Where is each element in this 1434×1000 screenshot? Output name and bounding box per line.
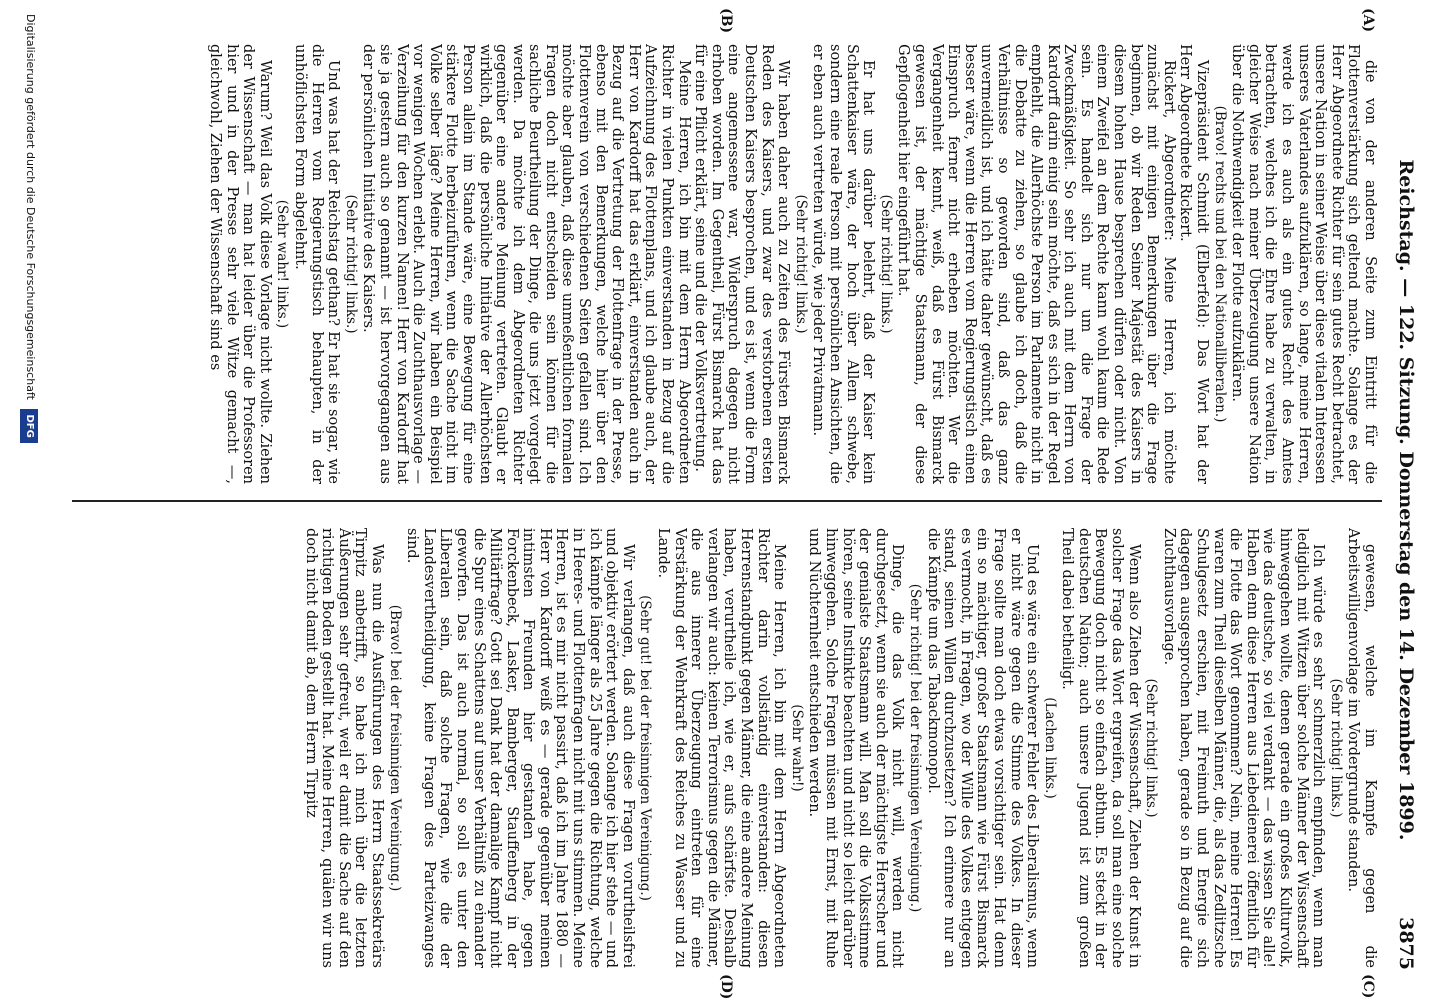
interjection: (Sehr richtig! links.) (792, 194, 809, 334)
interjection: (Lachen links.) (1041, 697, 1058, 799)
text-column-left (78, 44, 1378, 484)
interjection: (Sehr richtig! links.) (342, 194, 359, 334)
margin-marker-d: (D) (718, 974, 734, 1000)
margin-marker-c: (C) (1360, 974, 1376, 999)
paragraph: die von der anderen Seite zum Eintritt für die Flottenverstärkung sich geltend machte. Solange es der Herr Abgeordnete Richter für sein gutes Recht betrachtet, unsere Nation in seiner Weise über diese vitalen Interessen unseres Vaterlandes aufzuklären, so lange, meine Herren, werde ich es auch als ein gutes Recht des Amtes betrachten, welches ich die Ehre habe zu verwalten, in gleicher Weise nach meiner Überzeugung unsere Nation über die Nothwendigkeit der Flotte aufzuklären. (1229, 44, 1378, 484)
interjection: (Sehr richtig! links.) (1327, 678, 1344, 818)
paragraph: Meine Herren, ich bin mit dem Herrn Abgeordneten Richter darin vollständig einverstanden: diesen Herrenstandpunkt gegen Männer, die eine andere Meinung haben, verurtheile ich, wie er, aufs schärfste. Deshalb verlangen wir auch: keinen Terrorismus gegen die Männer, die aus innerer Überzeugung eintreten für eine Verstärkung der Wehrkraft des Reiches zu Wasser und zu Lande. (655, 528, 788, 968)
running-header: Reichstag. — 122. Sitzung. Donnerstag den 14. Dezember 1899. (1395, 159, 1417, 841)
interjection: (Sehr richtig! links.) (1143, 678, 1160, 818)
dfg-logo: DFG (20, 409, 38, 442)
paragraph: Ich würde es sehr schmerzlich empfinden, wenn man lediglich mit Witzen über solche Männer der Wissenschaft hinweggehen wollte, denen gerade ein großes Kulturvolk, wie das deutsche, so viel verdankt — das wissen Sie alle! Haben denn diese Herren aus Liebedienerei öffentlich für die Flotte das Wort genommen? Nein, meine Herren! Es waren zum Theil dieselben Männer, die, als das Zedlitzsche Schulgesetz erschien, mit Freimuth und Energie sich dagegen ausgesprochen haben, gerade so in Bezug auf die Zuchthausvorlage. (1160, 528, 1327, 968)
digitization-credit (16, 0, 44, 1000)
interjection: (Sehr wahr!) (788, 704, 805, 792)
interjection: (Sehr gut! bei der freisinnigen Vereinigung.) (637, 595, 654, 901)
paragraph: Wir verlangen, daß auch diese Fragen vorurtheilsfrei und objektiv erörtert werden. Solange ich hier stehe — und ich kämpfe länger als 25 Jahre gegen die Richtung, welche in Heeres- und Flottenfragen nicht mit uns stimmen. Meine Herren, ist es mir nicht passirt, daß ich im Jahre 1880 — Herr von Kardorff weiß es — gerade gegenüber meinen intimsten Freunden hier gestanden habe, gegen Forckenbeck, Lasker, Bamberger, Stauffenberg in der Militärfrage? Gott sei Dank hat der damalige Kampf nicht die Spur eines Schattens auf unser Verhältniß zu einander geworfen. Das ist auch normal, so soll es unter den Liberalen sein, daß solche Fragen, wie die der Landesvertheidigung, keine Fragen des Parteizwanges sind. (404, 528, 636, 968)
paragraph: Dinge, die das Volk nicht will, werden nicht durchgesetzt, wenn sie auch der mächtigste Herrscher und der genialste Staatsmann will. Man soll die Volksstimme hören, seine Instinkte beachten und nicht so leicht darüber hinweggehen. Solche Fragen müssen mit Ernst, mit Ruhe und Nüchternheit entschieden werden. (806, 528, 906, 968)
interjection: (Sehr richtig! bei der freisinnigen Vereinigung.) (906, 583, 923, 913)
paragraph: Meine Herren, ich bin mit dem Herrn Abgeordneten Richter in vielen Punkten einverstanden in Bezug auf die Aufzeichnung des Flottenplans, und ich glaube auch, der Herr von Kardorff hat das erklärt, einverstanden auch in Bezug auf die Vertretung der Flottenfrage in der Presse, ebenso mit den Bemerkungen, welche hier über den Flottenverein von verschiedenen Seiten gefallen sind. Ich möchte aber glauben, daß diese unmeßentlichen formalen Fragen doch nicht entscheiden sein können für die sachliche Beurtheilung der Dinge, die uns jetzt vorgelegt werden. Da möchte ich dem Abgeordneten Richter gegenüber eine andere Meinung vertreten. Glaubt er wirklich, daß die persönliche Initiative der Allerhöchsten Person allein im Stande wäre, eine Bewegung für eine stärkere Flotte herbeizuführen, wenn die Sache nicht im Volke selber läge? Meine Herren, wir haben ein Beispiel vor wenigen Wochen erlebt. Auch die Zuchthausvorlage — Verzeihung für den kurzen Namen! Herr von Kardorff hat sie ja gestern auch so genannt — ist hervorgegangen aus der persönlichen Initiative des Kaisers. (360, 44, 692, 484)
column-divider (72, 500, 1382, 502)
paragraph: Er hat uns darüber belehrt, daß der Kaiser kein Schattenkaiser wäre, der hoch über Allem schwebe, sondern eine reale Person mit persönlichen Ansichten, die er eben auch vertreten würde, wie jeder Privatmann. (810, 44, 877, 484)
paragraph: Wir haben daher auch zu Zeiten des Fürsten Bismarck Reden des Kaisers, und zwar des verstorbenen ersten Deutschen Kaisers besprochen, und es ist, wenn die Form eine angemessene war, Widerspruch dagegen nicht erhoben worden. Im Gegentheil, Fürst Bismarck hat das für eine Pflicht erklärt, seine und die der Volksvertretung. (692, 44, 792, 484)
paragraph: Vizepräsident Schmidt (Elberfeld): Das Wort hat der Herr Abgeordnete Rickert. (1177, 44, 1211, 484)
interjection: (Sehr richtig! links.) (877, 194, 894, 334)
interjection: (Bravo! rechts und bei den Nationalliberalen.) (1211, 105, 1228, 423)
margin-marker-a: (A) (1360, 8, 1376, 33)
margin-marker-b: (B) (718, 8, 734, 34)
paragraph: Was nun die Ausführungen des Herrn Staatssekretärs Tirpitz anbetrifft, so habe ich mich über die letzten Äußerungen sehr gefreut, weil er damit die Sache auf den richtigen Boden gestellt hat. Meine Herren, quälen wir uns doch nicht damit ab, dem Herrn Tirpitz (302, 528, 385, 968)
paragraph: Und es wäre ein schwerer Fehler des Liberalismus, wenn er nicht wäre gegen die Stimme des Volkes. In dieser Frage sollte man doch etwas vorsichtiger sein. Hat denn ein so mächtiger, großer Staatsmann wie Fürst Bismarck es vermocht, in Fragen, wo der Wille des Volkes entgegen stand, seinen Willen durchzusetzen? Ich erinnere nur an die Kämpfe um das Tabackmonopol. (924, 528, 1041, 968)
page-number: 3875 (1395, 917, 1417, 970)
paragraph: Wenn also Ziehen der Wissenschaft, Ziehen der Kunst in solcher Frage das Wort ergreifen, da soll man eine solche Bewegung doch nicht so einfach abthun. Es steckt in der deutschen Nation; auch unsere Jugend ist zum großen Theil dabei betheiligt. (1059, 528, 1142, 968)
paragraph: Und was hat der Reichstag gethan? Er hat sie sogar, wie die Herren vom Regierungstisch behaupten, in der unhöflichsten Form abgelehnt. (292, 44, 342, 484)
paragraph: Rickert, Abgeordneter: Meine Herren, ich möchte zunächst mit einigen Bemerkungen über die Frage beginnen, ob wir Reden Seiner Majestät des Kaisers in diesem hohen Hause besprechen dürfen oder nicht. Von einem Zweifel an dem Rechte kann wohl kaum die Rede sein. Es handelt sich nur um die Frage der Zweckmäßigkeit. So sehr ich auch mit dem Herrn von Kardorff darin einig sein möchte, daß es sich in der Regel empfiehlt, die Allerhöchste Person im Parlamente nicht in die Debatte zu ziehen, so glaube ich doch, daß die Verhältnisse so geworden sind, daß das ganz unvermeidlich ist, und ich hätte daher gewünscht, daß es besser wäre, wenn die Herren vom Regierungstisch einen Einspruch ferner nicht erheben möchten. Wer die Vergangenheit kennt, weiß, daß es Fürst Bismarck gewesen ist, der mächtige Staatsmann, der diese Gepflogenheit hier eingeführt hat. (895, 44, 1177, 484)
paragraph: Warum? Weil das Volk diese Vorlage nicht wollte. Ziehen der Wissenschaft — man hat leider über die Professoren hier und in der Presse sehr viele Witze gemacht —, gleichwohl, Ziehen der Wissenschaft sind es (207, 44, 273, 484)
interjection: (Sehr wahr! links.) (274, 199, 291, 329)
credit-text: Digitalisierung gefördert durch die Deutsche Forschungsgemeinschaft (24, 14, 37, 400)
text-column-right (78, 528, 1378, 968)
interjection: (Bravo! bei der freisinnigen Vereinigung.) (386, 604, 403, 892)
paragraph: gewesen, welche im Kampfe gegen die Arbeitswilligenvorlage im Vordergrunde standen. (1345, 528, 1378, 968)
